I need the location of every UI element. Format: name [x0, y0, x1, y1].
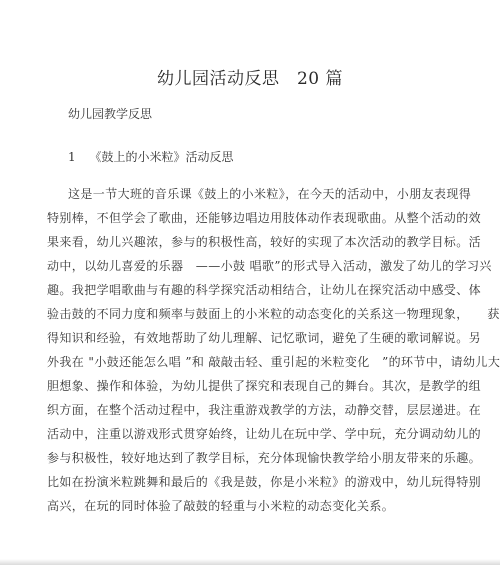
- paragraph-line: 比如在扮演米粒跳舞和最后的《我是鼓，你是小米粒》的游戏中，幼儿玩得特别: [47, 475, 482, 489]
- section-heading: [68, 148, 233, 165]
- section-number: 1: [68, 150, 76, 164]
- paragraph-line: 织方面，在整个活动过程中，我注重游戏教学的方法，动静交替，层层递进。在: [47, 403, 482, 417]
- paragraph-line: 胆想象、操作和体验，为幼儿提供了探究和表现自己的舞台。其次，是教学的组: [47, 379, 482, 393]
- paragraph-line: 活动中，注重以游戏形式贯穿始终，让幼儿在玩中学、学中玩，充分调动幼儿的: [47, 427, 482, 441]
- section-title: 《鼓上的小米粒》活动反思: [89, 150, 234, 164]
- paragraph-line: 这是一节大班的音乐课《鼓上的小米粒》，在今天的活动中，小朋友表现得: [68, 187, 472, 201]
- paragraph-line: 高兴，在玩的同时体验了敲鼓的轻重与小米粒的动态变化关系。: [47, 499, 395, 513]
- paragraph-line: 果来看，幼儿兴趣浓，参与的积极性高，较好的实现了本次活动的教学目标。活: [47, 235, 482, 249]
- paragraph-line: 趣。我把学唱歌曲与有趣的科学探究活动相结合，让幼儿在探究活动中感受、体: [47, 283, 482, 297]
- paragraph-line: 动中，以幼儿喜爱的乐器 ——小鼓 唱歌”的形式导入活动，激发了幼儿的学习兴: [47, 259, 492, 273]
- document-subtitle: 幼儿园教学反思: [68, 107, 153, 121]
- paragraph-line: 参与积极性，较好地达到了教学目标，充分体现愉快教学给小朋友带来的乐趣。: [47, 451, 482, 465]
- paragraph-line: 特别棒，不但学会了歌曲，还能够边唱边用肢体动作表现歌曲。从整个活动的效: [47, 211, 482, 225]
- document-title: 幼儿园活动反思 20 篇: [156, 69, 344, 89]
- paragraph-line: 验击鼓的不同力度和频率与鼓面上的小米粒的动态变化的关系这一物理现象， 获: [47, 307, 500, 321]
- paragraph-line: 得知识和经验，有效地帮助了幼儿理解、记忆歌词，避免了生硬的歌词解说。另: [47, 331, 482, 345]
- paragraph-line: 外我在 "小鼓还能怎么唱 ”和 敲敲击轻、重引起的米粒变化 ”的环节中，请幼儿大: [47, 355, 500, 369]
- page-bottom-edge: [0, 559, 500, 565]
